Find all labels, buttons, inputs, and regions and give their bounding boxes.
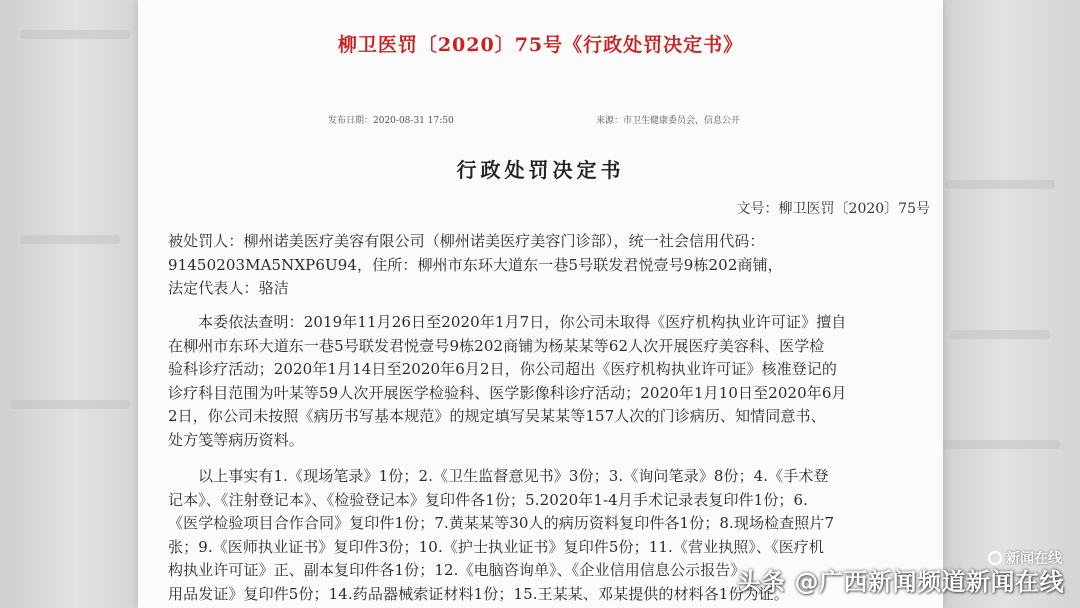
text-line: 记本》、《注射登记本》、《检验登记本》复印件各1份；5.2020年1-4月手术记录表复印件1份；6. (168, 490, 809, 509)
publish-date: 发布日期：2020-08-31 17:50 (328, 116, 454, 126)
text-line: 在柳州市东环大道东一巷5号联发君悦壹号9栋202商铺为杨某某等62人次开展医疗美容科、医学检 (168, 336, 825, 355)
watermark-text: 新闻在线 (1006, 551, 1062, 567)
blurred-background-right (930, 0, 1080, 608)
text-line: 构执业许可证》正、副本复印件各1份；12.《电脑咨询单》、《企业信用信息公示报告》 (168, 561, 746, 579)
penalized-party-paragraph (168, 230, 926, 301)
text-line: 以上事实有1.《现场笔录》1份；2.《卫生监督意见书》3份；3.《询问笔录》8份；4.《手术登 (198, 467, 829, 485)
text-line: 处方笺等病历资料。 (168, 430, 304, 449)
text-line: 法定代表人：骆洁 (168, 279, 289, 297)
text-line: 被处罚人：柳州诺美医疗美容有限公司（柳州诺美医疗美容门诊部），统一社会信用代码： (168, 232, 765, 250)
document-number: 文号：柳卫医罚〔2020〕75号 (736, 201, 930, 217)
text-line: 《医学检验项目合作合同》复印件1份；7.黄某某等30人的病历资料复印件各1份；8.现场检查照片7 (168, 514, 835, 532)
text-line: 用品发证》复印件5份；14.药品器械索证材料1份；15.王某某、邓某提供的材料各1份为证。 (168, 584, 789, 603)
text-line: 验科诊疗活动；2020年1月14日至2020年6月2日，你公司超出《医疗机构执业许可证》核准登记的 (168, 360, 837, 378)
text-line: 本委依法查明：2019年11月26日至2020年1月7日，你公司未取得《医疗机构执业许可证》擅自 (198, 313, 847, 331)
findings-paragraph (168, 311, 926, 452)
text-line: 张；9.《医师执业证书》复印件3份；10.《护士执业证书》复印件5份；11.《营业执照》、《医疗机 (168, 537, 825, 556)
source-credit: 头条 @广西新闻频道新闻在线 (736, 568, 1064, 596)
text-line: 诊疗科目范围为叶某等59人次开展医学检验科、医学影像科诊疗活动；2020年1月10日至2020年6月 (168, 383, 847, 402)
text-line: 2日，你公司未按照《病历书写基本规范》的规定填写吴某某等157人次的门诊病历、知情同意书、 (168, 407, 826, 425)
source-label: 来源：市卫生健康委员会，信息公开 (596, 116, 741, 126)
blurred-background-left (0, 0, 150, 608)
document-page (138, 0, 943, 608)
page-title: 柳卫医罚〔2020〕75号《行政处罚决定书》 (337, 34, 744, 56)
document-title: 行政处罚决定书 (456, 158, 625, 182)
text-line: 91450203MA5NXP6U94，住所：柳州市东环大道东一巷5号联发君悦壹号9栋202商铺， (168, 255, 783, 274)
